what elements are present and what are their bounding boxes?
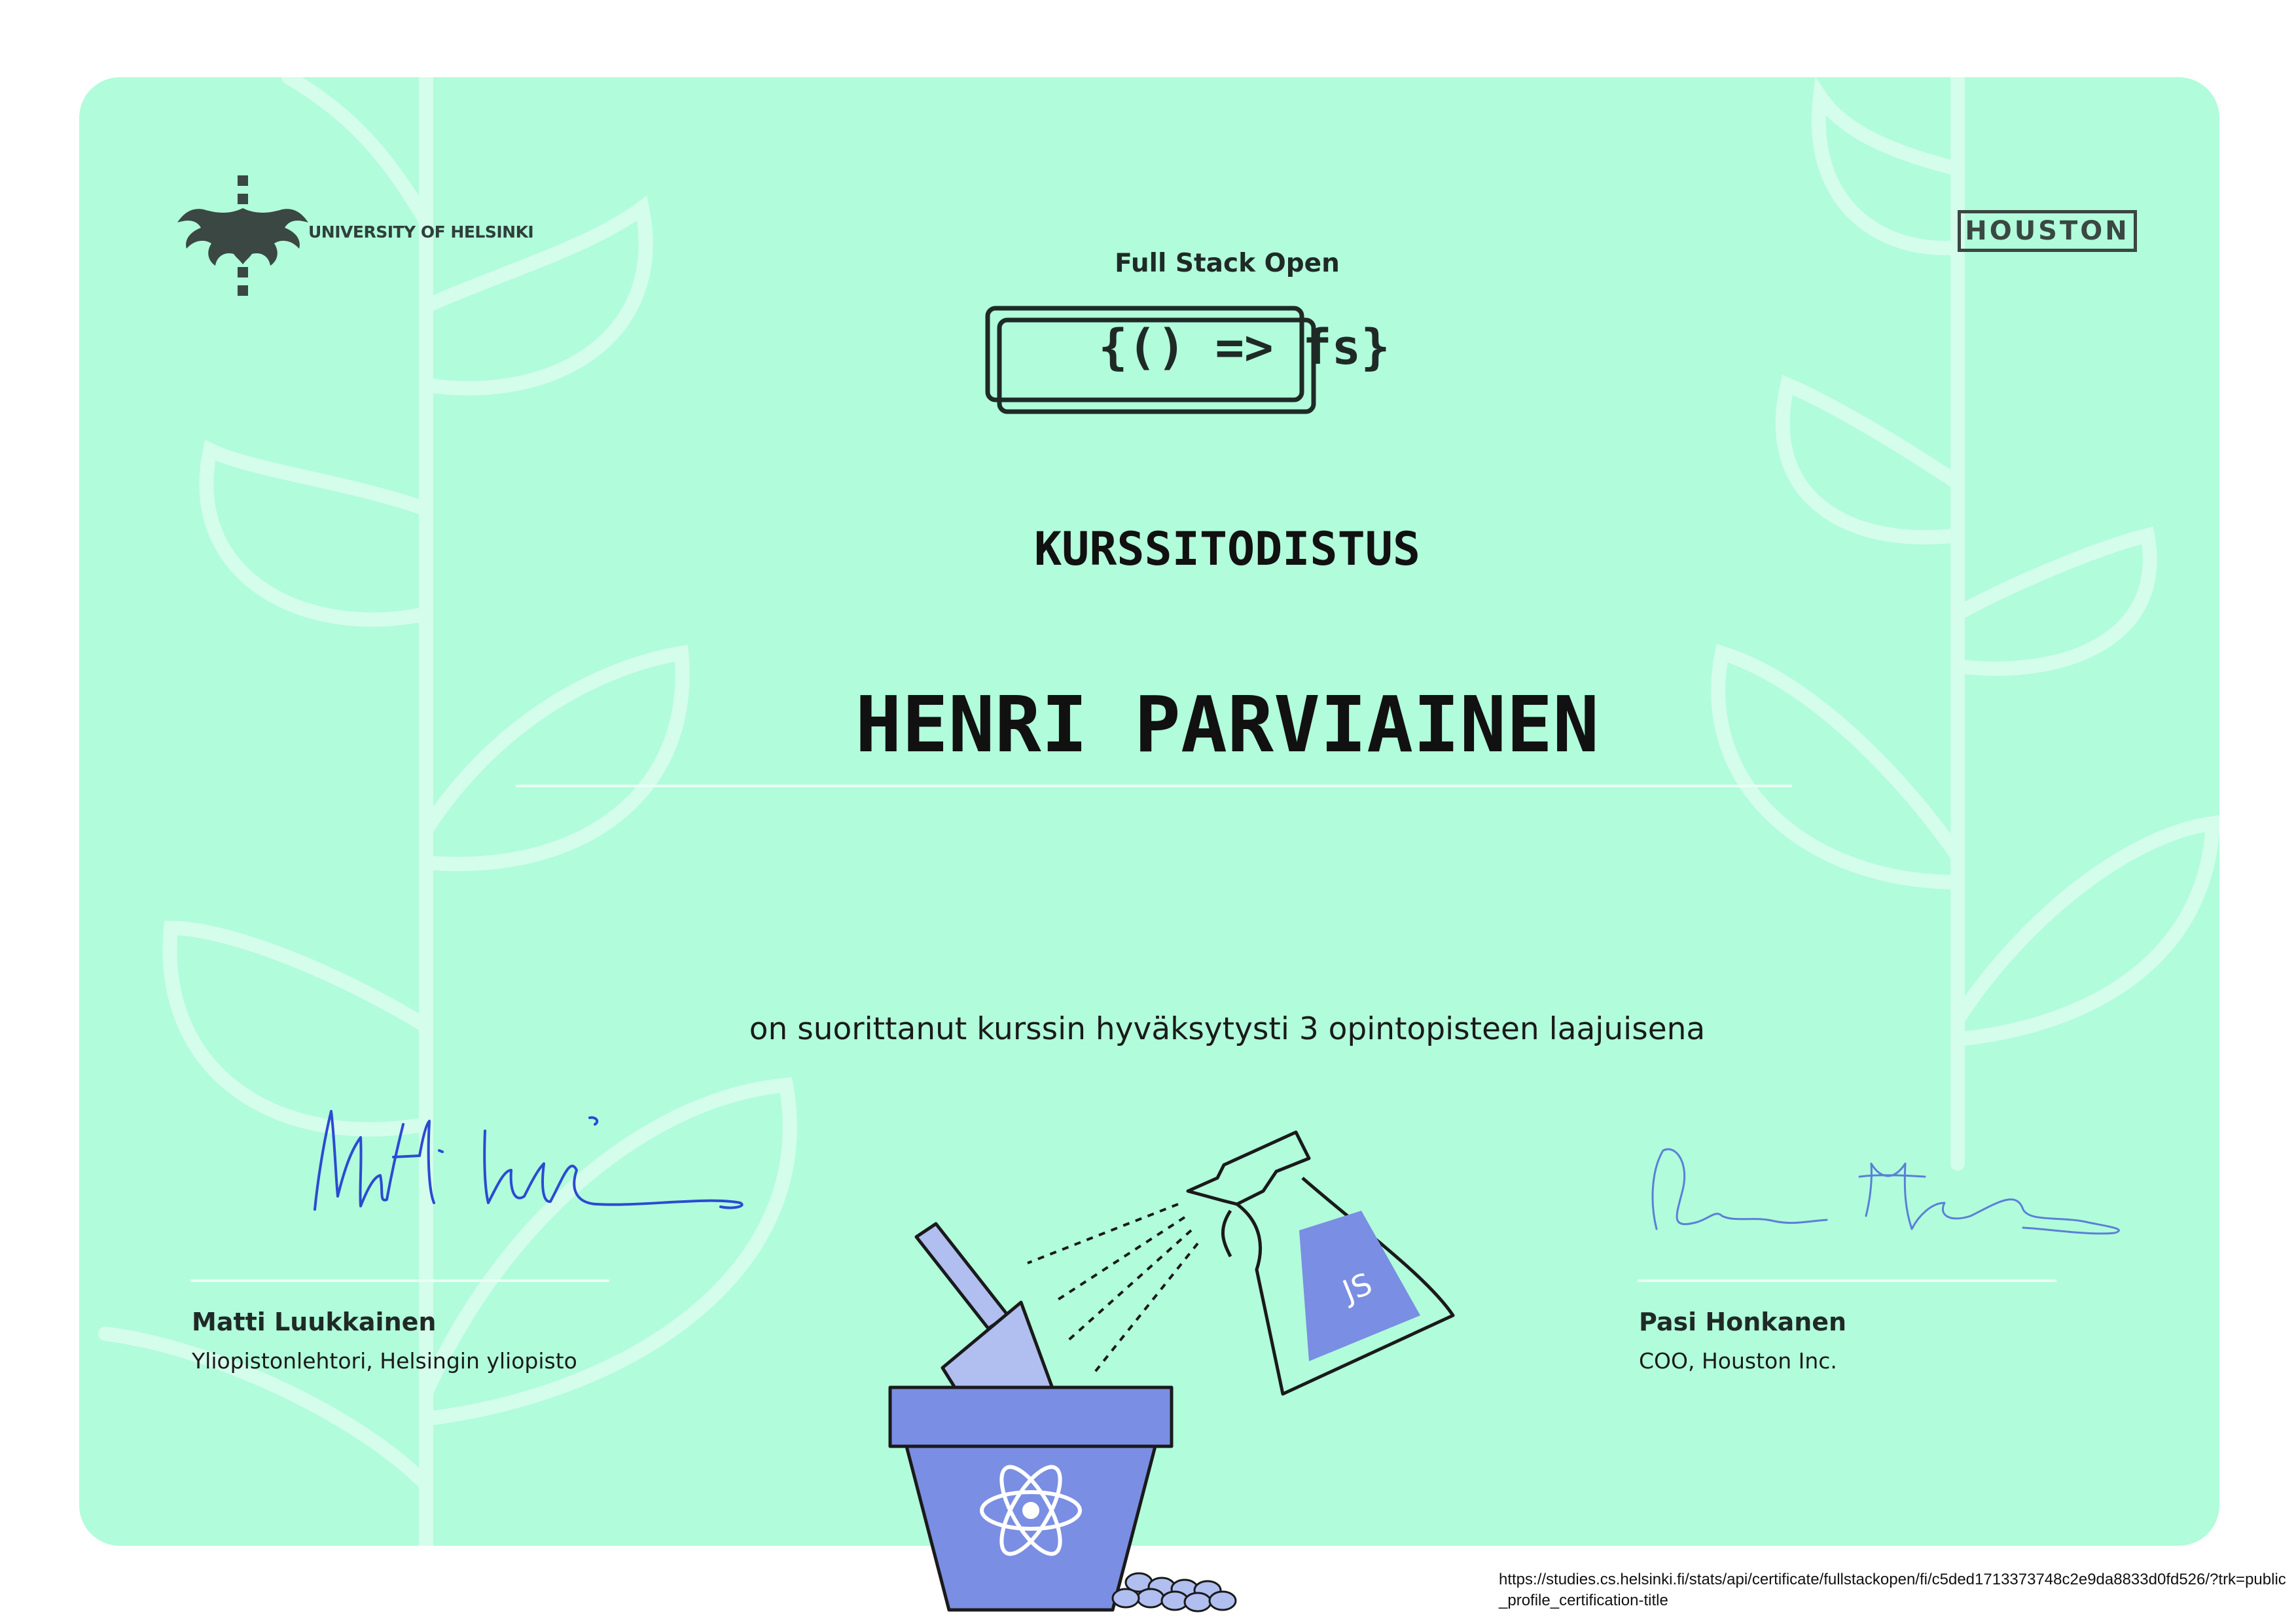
fullstack-logo-text: {() => fs} [1098, 319, 1390, 376]
university-logo-text: UNIVERSITY OF HELSINKI [308, 223, 534, 241]
houston-logo: HOUSTON [1958, 210, 2137, 252]
recipient-underline [516, 785, 1792, 787]
course-name: Full Stack Open [1115, 249, 1340, 278]
recipient-name: HENRI PARVIAINEN [855, 679, 1600, 770]
university-flame-logo-icon [177, 175, 308, 306]
signature-line-right [1638, 1279, 2056, 1282]
signer-role-left: Yliopistonlehtori, Helsingin yliopisto [192, 1348, 577, 1374]
completion-statement: on suorittanut kurssin hyväksytysti 3 opintopisteen laajuisena [749, 1011, 1706, 1047]
certificate-url[interactable]: https://studies.cs.helsinki.fi/stats/api/certificate/fullstackopen/fi/c5ded1713373748c2e9da8833d0fd526/?trk=public_profile_certification-title [1499, 1571, 2286, 1609]
signature-matti-luukkainen [289, 1098, 760, 1229]
signature-line-left [190, 1279, 609, 1282]
signer-role-right: COO, Houston Inc. [1639, 1348, 1837, 1374]
seeds-icon [1113, 1573, 1236, 1611]
spray-bottle-icon [1188, 1132, 1453, 1394]
shovel-icon [916, 1224, 1057, 1400]
signer-name-right: Pasi Honkanen [1639, 1308, 1847, 1336]
signer-name-left: Matti Luukkainen [192, 1308, 437, 1336]
spray-bottle-label: JS [1337, 1266, 1377, 1310]
certificate-title: KURSSITODISTUS [1033, 522, 1420, 576]
signature-pasi-honkanen [1630, 1137, 2128, 1242]
plant-pot-illustration [844, 1106, 1486, 1623]
